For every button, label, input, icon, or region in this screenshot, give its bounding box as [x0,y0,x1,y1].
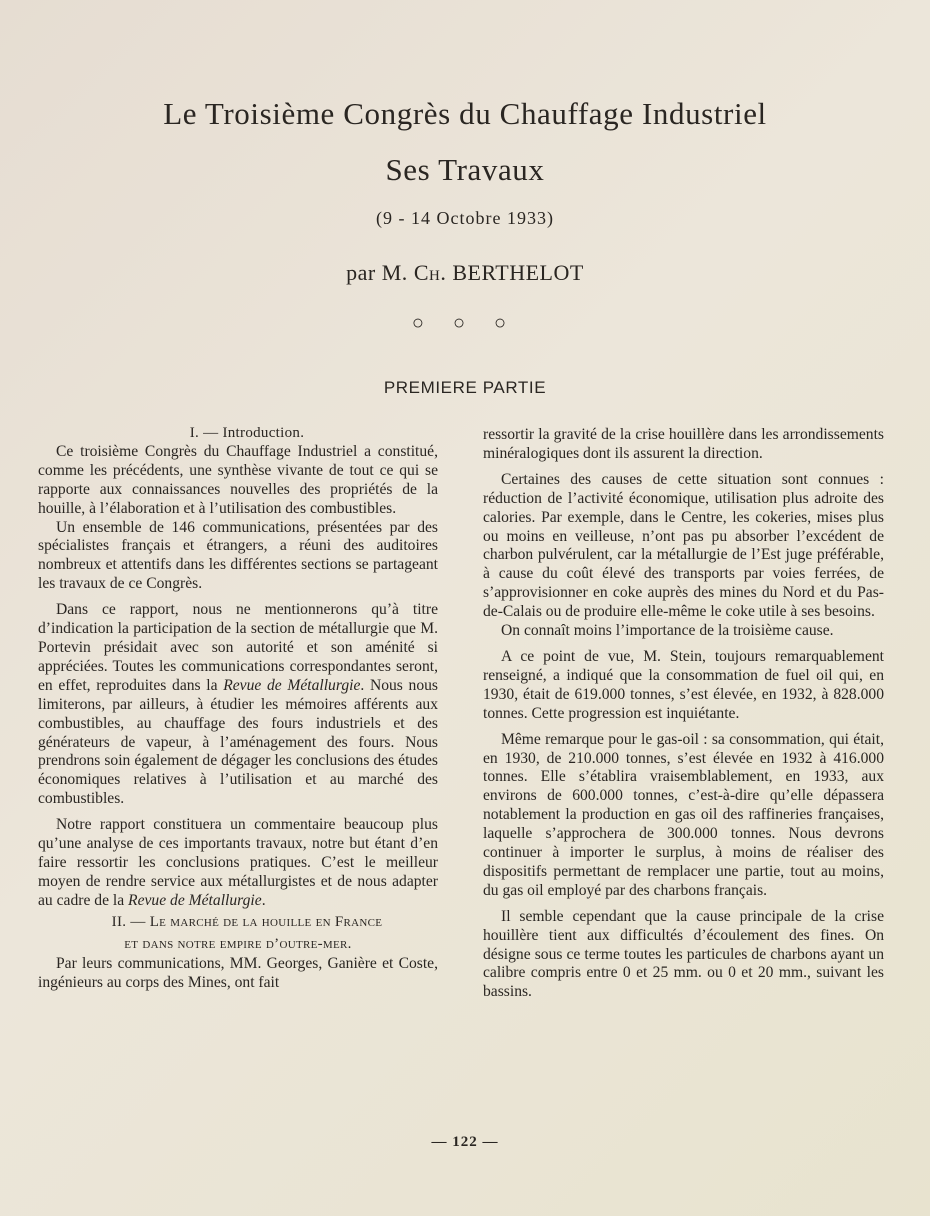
paragraph: Par leurs communications, MM. Georges, Ganière et Coste, ingénieurs au corps des Mines, ont fait [38,954,438,991]
circle-ornament: ○ ○ ○ [411,312,519,334]
paragraph: Même remarque pour le gas-oil : sa consommation, qui était, en 1930, de 210.000 tonnes, s’est élevée en 1932 à 416.000 tonnes. Elle s’établira vraisemblablement, en 1933, aux environs de 600.000 tonnes, c’est-à-dire qu’elle dépassera notablement la production en gas oil des raffineries françaises, laquelle s’approchera de 300.000 tonnes. Nous devrons continuer à importer le surplus, à moins de réaliser des dispositifs permettant de remplacer une partie, tout au moins, du gas oil employé par des charbons français. [483,730,884,899]
byline [0,260,930,286]
journal-title: Revue de Métallurgie [223,676,361,694]
author-name: BERTHELOT [452,260,584,285]
left-column [38,424,438,992]
paragraph: Certaines des causes de cette situation sont connues : réduction de l’activité économique, utilisation plus adroite des calories. Par exemple, dans le Centre, les cokeries, mises plus ou moins en veilleuse, n’ont pas pu absorber l’excédent de charbon pulvérulent, car la métallurgie de l’Est juge préférable, à cause du coût élevé des transports par voies ferrées, de s’approvisionner en coke auprès des mines du Nord et du Pas-de-Calais ou de produire elle-même le coke utile à ses besoins. [483,470,884,621]
paragraph: ressortir la gravité de la crise houillère dans les arrondissements minéralogiques dont ils assurent la direction. [483,426,884,462]
title-line-1: Le Troisième Congrès du Chauffage Industriel [163,96,767,131]
part-heading: PREMIERE PARTIE [383,378,547,397]
page-number: — 122 — [431,1134,499,1150]
paragraph: A ce point de vue, M. Stein, toujours remarquablement renseigné, a indiqué que la consommation de fuel oil qui, en 1930, était de 619.000 tonnes, s’est élevée, en 1932, à 828.000 tonnes. Cette progression est inquiétante. [483,647,884,722]
paragraph: Ce troisième Congrès du Chauffage Industriel a constitué, comme les précédents, une synthèse vivante de tout ce qui se rapporte aux connaissances nouvelles des propriétés de la houille, à l’élaboration et à l’utilisation des combustibles. [38,442,438,517]
byline-prefix: par M. [346,260,408,285]
paragraph: On connaît moins l’importance de la troisième cause. [501,622,834,640]
paragraph: Dans ce rapport, nous ne mentionnerons qu’à titre d’indication la participation de la section de métallurgie que M. Portevin présidait avec son autorité et son aménité si appréciées. Toutes les communications correspondantes seront, en effet, reproduites dans la Revue de Métallurgie. Nous nous limiterons, par ailleurs, à étudier les mémoires afférents aux combustibles, au chauffage des fours industriels et des générateurs de vapeur, à l’aménagement des fours. Nous prendrons soin également de dégager les conclusions des études économiques relatives à l’utilisation et au marché des combustibles. [38,601,438,808]
section-heading-coal-market: II. — Le marché de la houille en France et dans notre empire d’outre-mer. [111,913,383,952]
paragraph: Notre rapport constituera un commentaire beaucoup plus qu’une analyse de ces importants travaux, notre but étant d’en faire ressortir les conclusions pratiques. C’est le meilleur moyen de rendre service aux métallurgistes et de nous adapter au cadre de la Revue de Métallurgie. [38,816,438,909]
title-line-2: Ses Travaux [385,152,545,187]
byline-initial: Ch. [413,260,447,285]
journal-title: Revue de Métallurgie [128,891,262,909]
paragraph: Il semble cependant que la cause principale de la crise houillère tient aux difficultés d’écoulement des fines. On désigne sous ce terme toutes les particules de charbons ayant un calibre compris entre 0 et 25 mm. ou 0 et 20 mm., suivant les bassins. [483,907,884,1001]
paragraph: Un ensemble de 146 communications, présentées par des spécialistes français et étrangers, a réuni des auditoires nombreux et attentifs dans les différentes sections se partageant les travaux de ce Congrès. [38,518,438,593]
congress-dates: (9 - 14 Octobre 1933) [376,208,554,228]
right-column [483,426,884,1002]
section-heading-introduction: I. — Introduction. [189,425,305,441]
